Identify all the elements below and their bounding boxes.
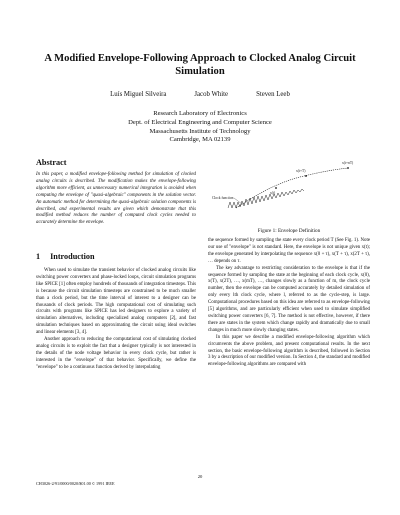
author-list xyxy=(60,91,340,98)
paragraph: The key advantage to restricting consideration to the envelope is that if the sequence formed by sampling the state at the beginning of each clock cycle, x(0), x(T), x(2T), …, x(mT), …, changes slowly as a function of m, the clock cycle number, then the envelope can be computed accurately by detailed simulation of only every lth clock cycle, where l, referred to as the cycle-step, is large. Computational procedures based on this idea are referred to as envelope-following [5] algorithms, and are particularly efficient when used to simulate simplified switching power converters [6, 7]. The method is not effective, however, if there there are states in the system which change rapidly and dramatically due to small changes in much more slowly changing states. xyxy=(208,265,370,333)
paragraph: the sequence formed by sampling the state every clock period T (See Fig. 1). Note our use of "envelope" is not standard. Here, the envelope is not unique given x(t); the envelope generated by interpolating the sequence x(0 + τ), x(T + τ), x(2T + τ), … depends on τ. xyxy=(208,238,370,264)
x-t-plus-nT-label: x(t+nT) xyxy=(342,161,354,165)
x-t-plus-T-label: x(t+T) xyxy=(296,169,306,173)
clock-function-trace xyxy=(228,189,304,208)
paragraph: In this paper we describe a modified envelope-following algorithm which circumvents the above problem, and present computational results. In the next section, the basic envelope-following algorithm is described, followed in Section 3 by a description of our modified version. In Section 4, the standard and modified envelope-following algorithms are compared with xyxy=(208,334,370,368)
affiliation-line: Massachusetts Institute of Technology xyxy=(149,127,251,135)
sample-point xyxy=(347,167,349,169)
section-heading xyxy=(36,252,95,261)
introduction-body xyxy=(36,268,196,372)
label-pointer xyxy=(234,198,242,204)
section-number: 1 xyxy=(36,252,41,261)
affiliation-block xyxy=(60,110,340,145)
paragraph: When used to simulate the transient behavior of clocked analog circuits like switching power converters and phase-locked loops, circuit simulation programs like SPICE [1] often employ hundreds of thousands of integration timesteps. This is because the circuit simulation timesteps are constrained to be much smaller than a clock period, but the time interval of interest to a designer can be thousands of clock periods. The high computational cost of simulating such circuits with programs like SPICE has led designers to explore a variety of simulation alternatives, including specialized analog computers [2], and fast simulation techniques based on approximating the circuit using ideal switches and linear elements [3, 4]. xyxy=(36,268,196,336)
copyright-line: CH3026-2/91/0000/0020/$01.00 © 1991 IEEE xyxy=(36,481,115,486)
author-name: Jacob White xyxy=(194,91,229,98)
section-title: Introduction xyxy=(50,252,95,261)
x-t-label: x(t) xyxy=(270,191,276,195)
page-number: 20 xyxy=(197,474,203,479)
author-name: Steven Leeb xyxy=(256,91,290,98)
author-name: Luís Miguel Silveira xyxy=(110,91,167,98)
affiliation-line: Cambridge, MA 02139 xyxy=(169,136,231,144)
right-column-body xyxy=(208,238,370,369)
abstract-heading: Abstract xyxy=(36,158,67,167)
affiliation-line: Dept. of Electrical Engineering and Computer Science xyxy=(128,118,272,126)
affiliation-line: Research Laboratory of Electronics xyxy=(153,110,247,117)
figure-caption: Figure 1: Envelope Definition xyxy=(257,228,321,234)
envelope-figure xyxy=(208,158,370,230)
envelope-diagram xyxy=(208,158,370,218)
paragraph: Another approach to reducing the computational cost of simulating clocked analog circuits is to exploit the fact that a designer typically is not interested in the details of the node voltage behavior in every clock cycle, but rather is interested in the "envelope" of that behavior. Specifically, we define the "envelope" to be a continuous function derived by interpolating xyxy=(36,337,196,370)
clock-function-label: Clock function xyxy=(212,196,234,200)
abstract-text: In this paper, a modified envelope-following method for simulation of clocked analog circuits is described. The modification makes the envelope-following algorithm more efficient, as unnecessary numerical integration is avoided when computing the envelope of "quasi-algebraic" components in the solution vector. An automatic method for determining the quasi-algebraic solution components is described, and experimental results are given which demonstrate that this modified method reduces the number of computed clock cycles needed to accurately determine the envelope. xyxy=(36,172,196,226)
sample-point xyxy=(275,187,277,189)
paper-title: A Modified Envelope-Following Approach to Clocked Analog Circuit Simulation xyxy=(44,53,356,77)
sample-point xyxy=(305,175,307,177)
